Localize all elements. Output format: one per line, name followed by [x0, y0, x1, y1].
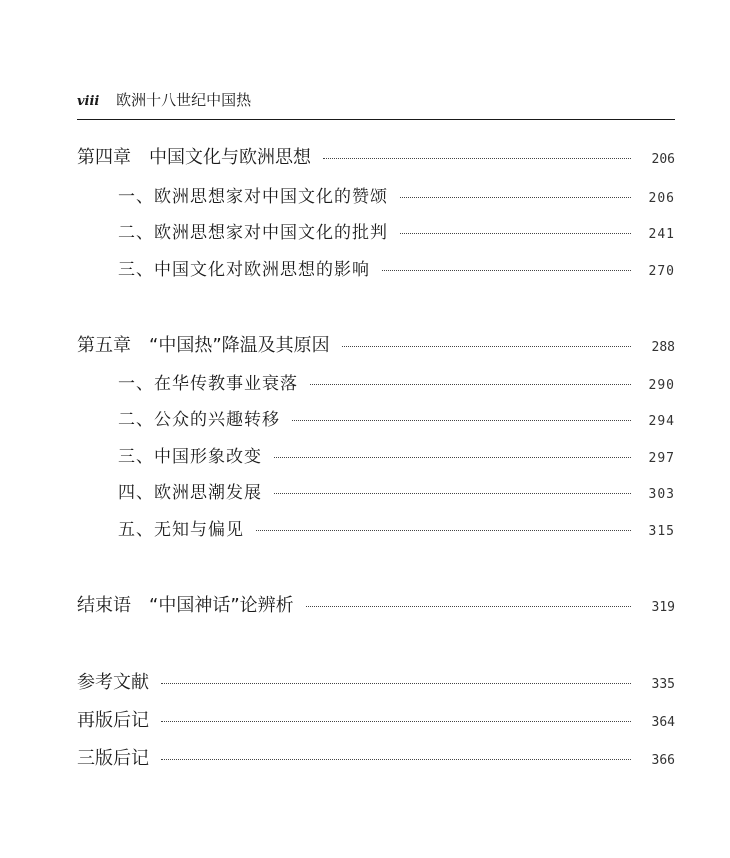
dot-leader [274, 493, 631, 494]
toc-entry-page: 241 [648, 227, 675, 242]
page-number: viii [77, 94, 100, 109]
toc-entry-page: 206 [648, 191, 675, 206]
dot-leader [342, 346, 631, 347]
toc-entry-section[interactable] [118, 480, 675, 506]
toc-entry-title: 一、欧洲思想家对中国文化的赞颂 [118, 187, 388, 207]
dot-leader [400, 233, 631, 234]
dot-leader [400, 197, 631, 198]
toc-entry-section[interactable] [118, 184, 675, 210]
toc-entry-references[interactable] [77, 670, 675, 696]
toc-entry-title: 三版后记 [77, 748, 149, 769]
toc-entry-title: 三、中国文化对欧洲思想的影响 [118, 260, 370, 280]
toc-entry-page: 366 [651, 753, 675, 768]
toc-entry-chapter-5[interactable] [77, 333, 675, 359]
dot-leader [382, 270, 631, 271]
toc-entry-title: 三、中国形象改变 [118, 447, 262, 467]
dot-leader [292, 420, 631, 421]
toc-entry-section[interactable] [118, 257, 675, 283]
dot-leader [256, 530, 631, 531]
toc-entry-afterword-2[interactable] [77, 708, 675, 734]
toc-entry-page: 206 [651, 152, 675, 167]
dot-leader [161, 721, 631, 722]
toc-entry-title: 四、欧洲思潮发展 [118, 483, 262, 503]
toc-entry-title: 二、公众的兴趣转移 [118, 410, 280, 430]
toc-entry-title: 再版后记 [77, 710, 149, 731]
book-title: 欧洲十八世纪中国热 [116, 91, 252, 109]
dot-leader [274, 457, 631, 458]
toc-entry-page: 315 [648, 524, 675, 539]
toc-entry-chapter-4[interactable] [77, 145, 675, 171]
toc-entry-page: 303 [648, 487, 675, 502]
toc-entry-section[interactable] [118, 517, 675, 543]
toc-entry-page: 335 [651, 677, 675, 692]
toc-entry-page: 270 [648, 264, 675, 279]
toc-entry-afterword-3[interactable] [77, 746, 675, 772]
toc-entry-page: 297 [648, 451, 675, 466]
toc-entry-title: 二、欧洲思想家对中国文化的批判 [118, 223, 388, 243]
toc-entry-title: 参考文献 [77, 672, 149, 693]
toc-entry-title: 结束语 “中国神话”论辨析 [77, 595, 294, 616]
toc-entry-section[interactable] [118, 407, 675, 433]
toc-entry-section[interactable] [118, 371, 675, 397]
toc-entry-title: 第四章 中国文化与欧洲思想 [77, 147, 311, 168]
dot-leader [161, 683, 631, 684]
toc-entry-section[interactable] [118, 220, 675, 246]
toc-entry-section[interactable] [118, 444, 675, 470]
dot-leader [310, 384, 631, 385]
running-header [77, 88, 675, 112]
header-rule [77, 119, 675, 120]
toc-entry-page: 364 [651, 715, 675, 730]
toc-entry-conclusion[interactable] [77, 593, 675, 619]
toc-entry-title: 第五章 “中国热”降温及其原因 [77, 335, 330, 356]
toc-entry-page: 288 [651, 340, 675, 355]
toc-entry-title: 一、在华传教事业衰落 [118, 374, 298, 394]
toc-entry-page: 290 [648, 378, 675, 393]
dot-leader [323, 158, 631, 159]
dot-leader [161, 759, 631, 760]
dot-leader [306, 606, 631, 607]
toc-entry-title: 五、无知与偏见 [118, 520, 244, 540]
toc-entry-page: 319 [651, 600, 675, 615]
toc-entry-page: 294 [648, 414, 675, 429]
